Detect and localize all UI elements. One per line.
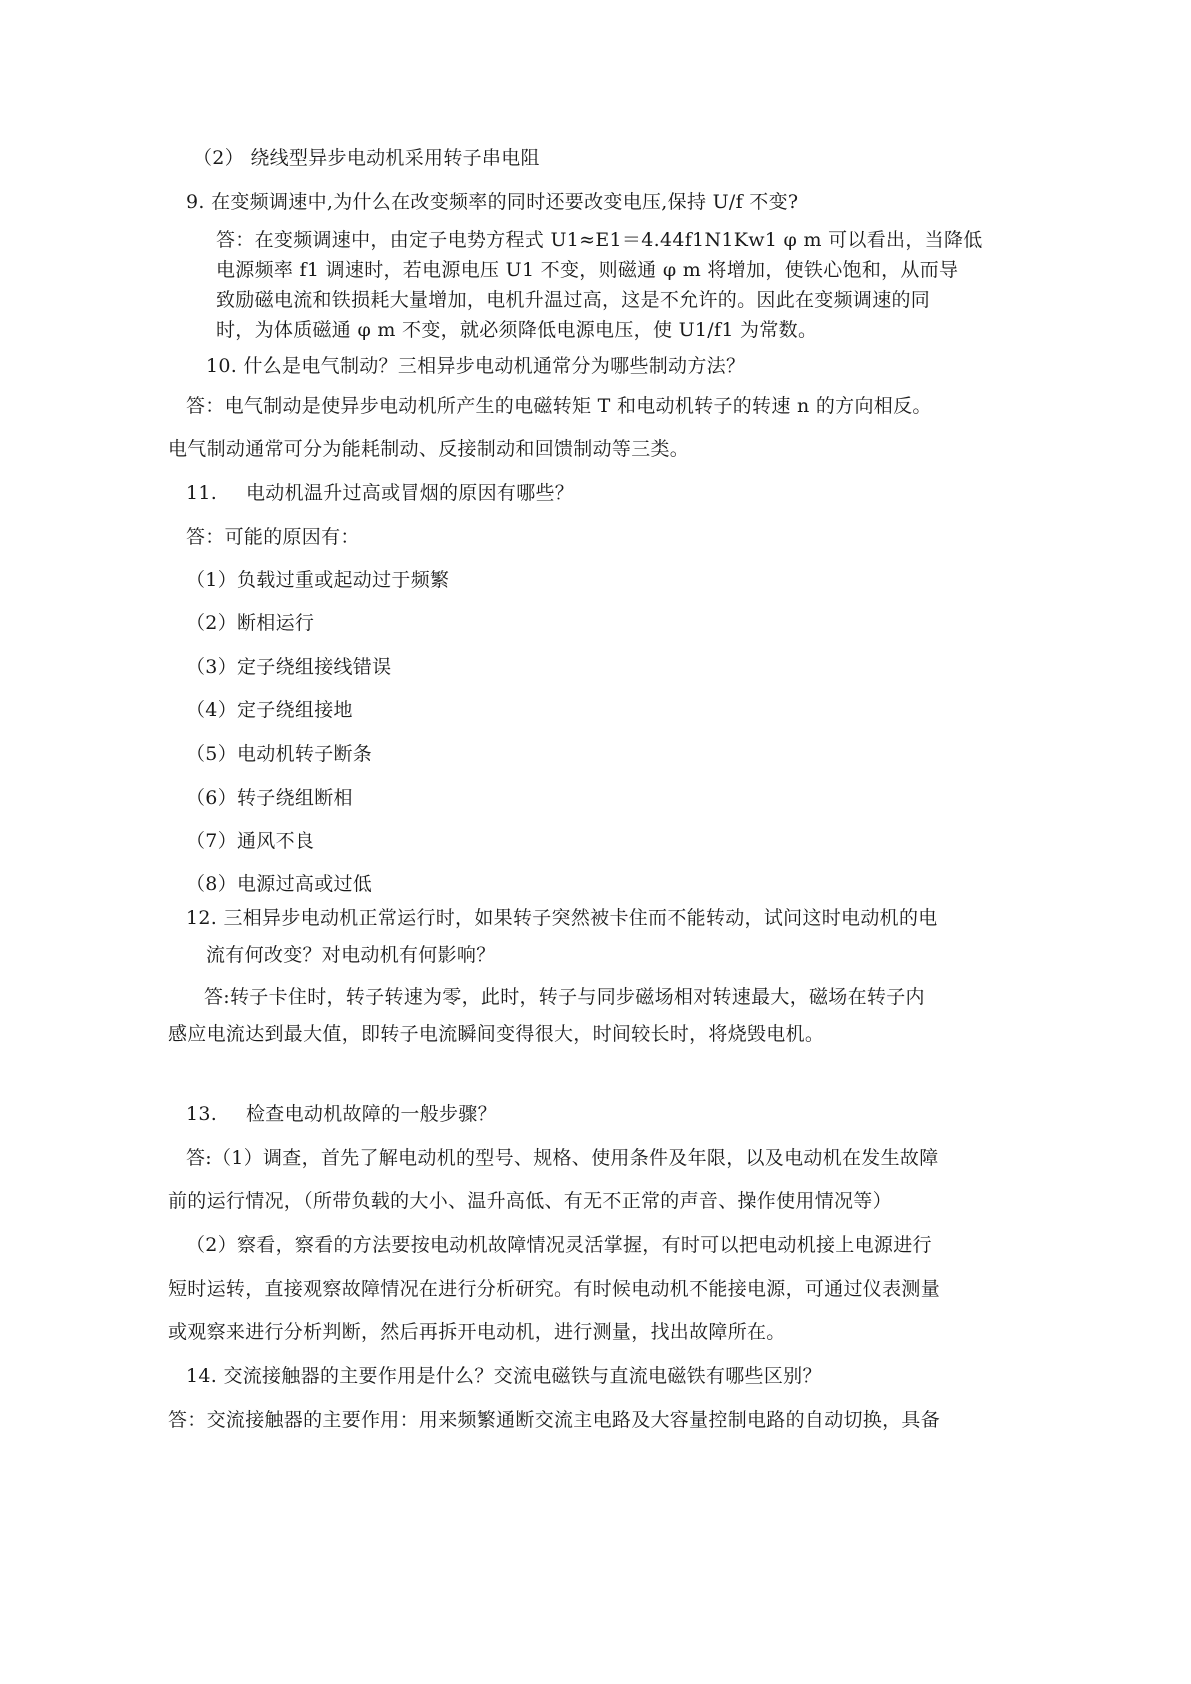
- list-item: （4）定子绕组接地: [186, 699, 353, 721]
- text-line: 或观察来进行分析判断，然后再拆开电动机，进行测量，找出故障所在。: [168, 1321, 786, 1343]
- text-line: 短时运转，直接观察故障情况在进行分析研究。有时候电动机不能接电源，可通过仪表测量: [168, 1278, 941, 1300]
- list-item: （3）定子绕组接线错误: [186, 656, 392, 678]
- text-line: 流有何改变？对电动机有何影响？: [206, 944, 496, 966]
- question-10: 10. 什么是电气制动？三相异步电动机通常分为哪些制动方法？: [206, 355, 746, 377]
- text-line: 前的运行情况，（所带负载的大小、温升高低、有无不正常的声音、操作使用情况等）: [168, 1190, 892, 1212]
- list-item: （2）断相运行: [186, 612, 315, 634]
- text-line: 电气制动通常可分为能耗制动、反接制动和回馈制动等三类。: [168, 438, 690, 460]
- question-12: 12. 三相异步电动机正常运行时，如果转子突然被卡住而不能转动，试问这时电动机的电: [186, 907, 938, 929]
- list-item: （6）转子绕组断相: [186, 787, 353, 809]
- question-14: 14. 交流接触器的主要作用是什么？交流电磁铁与直流电磁铁有哪些区别？: [186, 1365, 822, 1387]
- text-line: 致励磁电流和铁损耗大量增加，电机升温过高，这是不允许的。因此在变频调速的同: [216, 289, 931, 311]
- text-line: 答：可能的原因有：: [186, 526, 360, 548]
- text-line: 电源频率 f1 调速时，若电源电压 U1 不变，则磁通 φ m 将增加，使铁心饱和，从而导: [216, 259, 959, 281]
- list-item: （5）电动机转子断条: [186, 743, 373, 765]
- list-item: （1）负载过重或起动过于频繁: [186, 569, 450, 591]
- text-line: 答:（1）调查，首先了解电动机的型号、规格、使用条件及年限，以及电动机在发生故障: [186, 1147, 939, 1169]
- text-line: （2）察看，察看的方法要按电动机故障情况灵活掌握，有时可以把电动机接上电源进行: [186, 1234, 932, 1256]
- text-line: 答：在变频调速中，由定子电势方程式 U1≈E1＝4.44f1N1Kw1 φ m 可以看出，当降低: [216, 229, 983, 251]
- list-item: （8）电源过高或过低: [186, 873, 373, 895]
- question-11: 电动机温升过高或冒烟的原因有哪些？: [246, 482, 575, 504]
- text-line: 时，为体质磁通 φ m 不变，就必须降低电源电压，使 U1/f1 为常数。: [216, 319, 818, 341]
- text-line: （2） 绕线型异步电动机采用转子串电阻: [193, 147, 540, 169]
- list-item: （7）通风不良: [186, 830, 315, 852]
- text-line: 感应电流达到最大值，即转子电流瞬间变得很大，时间较长时，将烧毁电机。: [168, 1023, 825, 1045]
- question-13: 检查电动机故障的一般步骤？: [246, 1103, 497, 1125]
- text-line: 答：交流接触器的主要作用：用来频繁通断交流主电路及大容量控制电路的自动切换，具备: [168, 1409, 941, 1431]
- question-9: 9. 在变频调速中,为什么在改变频率的同时还要改变电压,保持 U/f 不变?: [186, 191, 799, 213]
- text-line: 答:转子卡住时，转子转速为零，此时，转子与同步磁场相对转速最大，磁场在转子内: [204, 986, 925, 1008]
- question-11-number: 11.: [186, 482, 218, 504]
- question-13-number: 13.: [186, 1103, 218, 1125]
- text-line: 答：电气制动是使异步电动机所产生的电磁转矩 T 和电动机转子的转速 n 的方向相反。: [186, 395, 932, 417]
